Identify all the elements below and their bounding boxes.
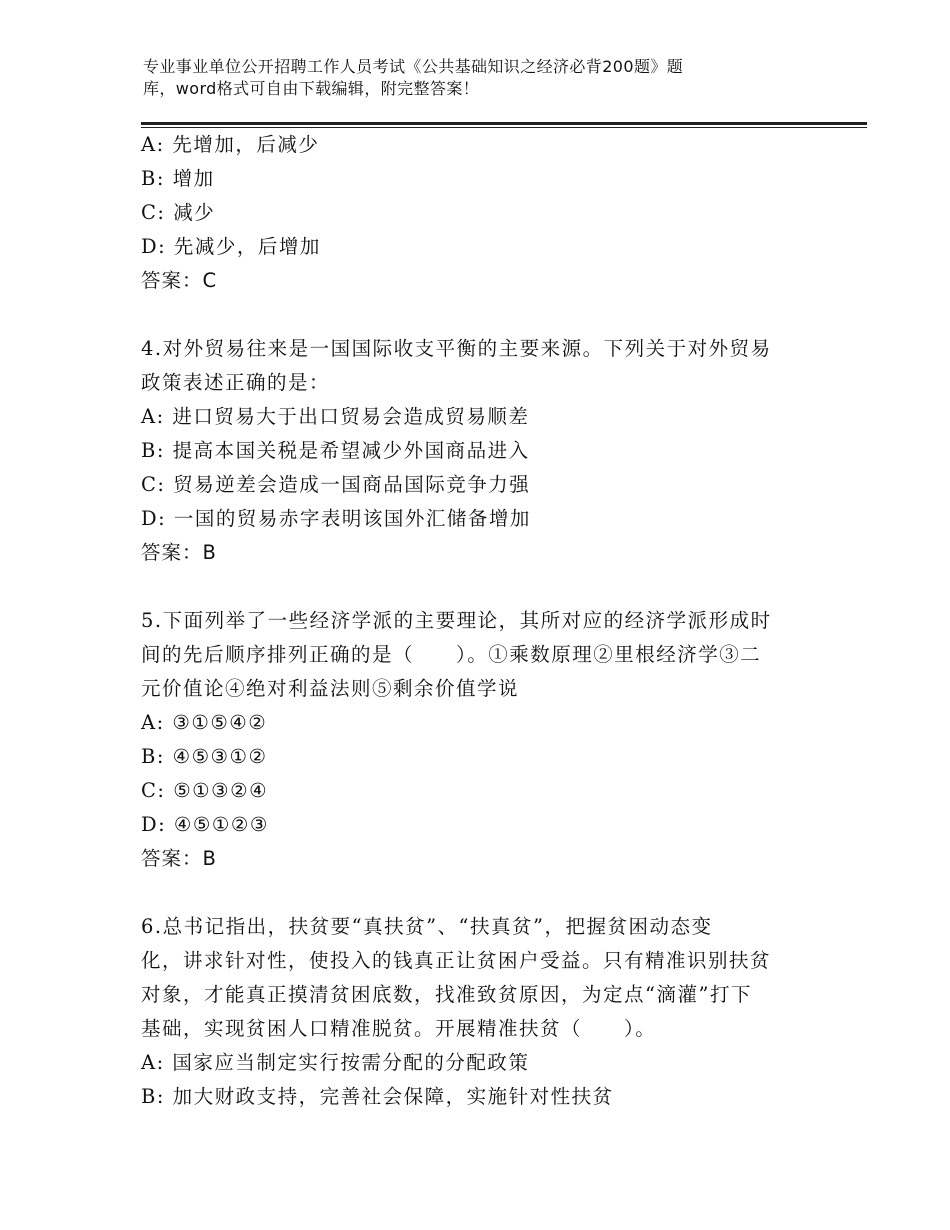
- option-a: A: 国家应当制定实行按需分配的分配政策: [141, 1051, 530, 1074]
- question-stem: 对象，才能真正摸清贫困底数，找准致贫原因，为定点“滴灌”打下: [141, 983, 752, 1006]
- question-6-block: [141, 910, 821, 1114]
- option-d: D: ④⑤①②③: [141, 813, 269, 836]
- question-stem: 6.总书记指出，扶贫要“真扶贫”、“扶真贫”，把握贫困动态变: [141, 915, 713, 938]
- option-a: A: 进口贸易大于出口贸易会造成贸易顺差: [141, 405, 530, 428]
- answer-label: 答案：C: [141, 269, 218, 292]
- question-stem: 5.下面列举了一些经济学派的主要理论，其所对应的经济学派形成时: [141, 609, 772, 632]
- option-a: A: ③①⑤④②: [141, 711, 268, 734]
- spacer: [141, 570, 821, 604]
- header-rule-thick: [141, 122, 867, 125]
- question-stem: 政策表述正确的是：: [141, 371, 331, 394]
- option-c: C: 贸易逆差会造成一国商品国际竞争力强: [141, 473, 531, 496]
- question-stem: 化，讲求针对性，使投入的钱真正让贫困户受益。只有精准识别扶贫: [141, 949, 772, 972]
- option-d: D: 一国的贸易赤字表明该国外汇储备增加: [141, 507, 531, 530]
- document-body: [141, 128, 821, 1114]
- question-stem: 4.对外贸易往来是一国国际收支平衡的主要来源。下列关于对外贸易: [141, 337, 772, 360]
- spacer: [141, 876, 821, 910]
- option-c: C: ⑤①③②④: [141, 779, 269, 802]
- option-b: B: 加大财政支持，完善社会保障，实施针对性扶贫: [141, 1085, 614, 1108]
- question-4-block: [141, 332, 821, 570]
- option-c: C: 减少: [141, 201, 216, 224]
- spacer: [141, 298, 821, 332]
- header-line-2: 库，word格式可自由下载编辑，附完整答案！: [143, 79, 480, 98]
- option-d: D: 先减少，后增加: [141, 235, 321, 258]
- question-3-block: [141, 128, 821, 298]
- option-b: B: ④⑤③①②: [141, 745, 268, 768]
- option-b: B: 增加: [141, 167, 215, 190]
- question-stem: 元价值论④绝对利益法则⑤剩余价值学说: [141, 677, 520, 700]
- document-header: [143, 56, 783, 100]
- answer-label: 答案：B: [141, 847, 217, 870]
- question-stem: 间的先后顺序排列正确的是（ ）。①乘数原理②里根经济学③二: [141, 643, 762, 666]
- question-5-block: [141, 604, 821, 876]
- option-a: A: 先增加，后减少: [141, 133, 320, 156]
- option-b: B: 提高本国关税是希望减少外国商品进入: [141, 439, 530, 462]
- header-line-1: 专业事业单位公开招聘工作人员考试《公共基础知识之经济必背200题》题: [143, 57, 684, 76]
- answer-label: 答案：B: [141, 541, 217, 564]
- question-stem: 基础，实现贫困人口精准脱贫。开展精准扶贫（ ）。: [141, 1017, 657, 1040]
